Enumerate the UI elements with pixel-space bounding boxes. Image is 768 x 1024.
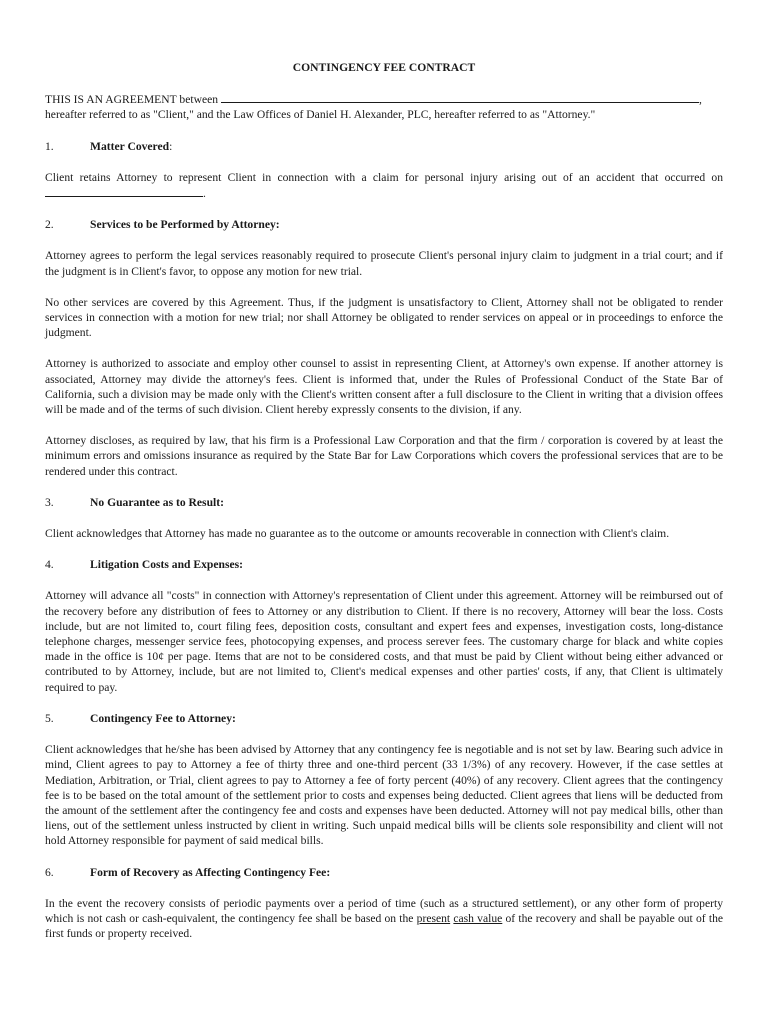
underlined-present: present bbox=[416, 911, 451, 925]
section-1-heading bbox=[45, 139, 723, 154]
section-5-heading bbox=[45, 711, 723, 726]
section-number: 3. bbox=[45, 495, 54, 509]
underlined-cash-value: cash value bbox=[453, 911, 503, 925]
paragraph-text-end: of the recovery and shall be payable out of the first funds or property received. bbox=[45, 911, 724, 941]
section-title: Services to be Performed by Attorney: bbox=[90, 218, 280, 232]
section-title: Form of Recovery as Affecting Contingency Fee: bbox=[90, 865, 331, 879]
section-1-paragraph bbox=[45, 170, 723, 201]
section-2-paragraph-2: No other services are covered by this Agreement. Thus, if the judgment is unsatisfactory to Client, Attorney shall not be obligated to render services in connection with a motion for new trial; nor shall Attorney be obligated to render services on appeal or in proceedings to enforce the judgment. bbox=[45, 295, 723, 340]
section-number: 4. bbox=[45, 558, 54, 572]
section-2-heading bbox=[45, 217, 723, 232]
section-4-paragraph: Attorney will advance all "costs" in connection with Attorney's representation of Client under this agreement. Attorney will be reimbursed out of the recovery before any distribution of fees to Attorney or any distribution to Client. If there is no recovery, Attorney will bear the loss. Costs include, but are not limited to, court filing fees, deposition costs, consultant and expert fees and expenses, investigation costs, long-distance telephone charges, messenger service fees, photocopying expenses, and process serever fees. The customary charge for black and white copies made in the office is 10¢ per page. Items that are not to be considered costs, and that must be paid by Client without being either advanced or contributed to by Attorney, include, but are not limited to, Client's medical expenses and other parties' costs, if any, that Client is ultimately required to pay. bbox=[45, 589, 723, 694]
intro-text: THIS IS AN AGREEMENT between bbox=[45, 93, 219, 107]
section-title: No Guarantee as to Result: bbox=[90, 495, 224, 509]
section-6-paragraph bbox=[45, 896, 723, 942]
section-number: 2. bbox=[45, 218, 54, 232]
section-title: Matter Covered bbox=[90, 139, 170, 153]
document-page bbox=[45, 60, 723, 957]
intro-line-1 bbox=[45, 91, 723, 107]
intro-line-2: hereafter referred to as "Client," and the Law Offices of Daniel H. Alexander, PLC, hereafter referred to as "Attorney." bbox=[45, 108, 596, 122]
section-number: 5. bbox=[45, 711, 54, 725]
section-6-heading bbox=[45, 865, 723, 880]
section-title: Contingency Fee to Attorney: bbox=[90, 711, 236, 725]
section-5-paragraph: Client acknowledges that he/she has been advised by Attorney that any contingency fee is negotiable and is not set by law. Bearing such advice in mind, Client agrees to pay to Attorney a fee of thirty three and one-third percent (33 1/3%) of any recovery. However, if the case settles at Mediation, Arbitration, or Trial, client agrees to pay to Attorney a fee of forty percent (40%) of any recovery. Client agrees that the contingency fee is to be based on the total amount of the settlement prior to costs and expenses being deducted. Client agrees that liens will be deducted from the amount of the settlement after the contingency fee and costs and expenses have been deducted. Attorney will not pay medical bills, other than liens, out of the settlement unless instructed by client in writing. Such unpaid medical bills will be clients sole responsibility and client will not hold Attorney responsible for payment of said medical bills. bbox=[45, 743, 723, 848]
accident-date-blank bbox=[45, 185, 203, 197]
section-number: 1. bbox=[45, 139, 54, 153]
section-3-heading bbox=[45, 495, 723, 510]
section-title: Litigation Costs and Expenses: bbox=[90, 558, 244, 572]
intro-comma: , bbox=[698, 93, 702, 107]
paragraph-text: In the event the recovery consists of periodic payments over a period of time (such as a structured settlement), or any other form of property which is not cash or cash-equivalent, the contingency fee shall be based on the bbox=[45, 896, 723, 925]
client-name-blank bbox=[221, 91, 699, 103]
section-2-paragraph-3: Attorney is authorized to associate and employ other counsel to assist in representing Client, at Attorney's own expense. If another attorney is associated, Attorney may divide the attorney's fees. Client is informed that, under the Rules of Professional Conduct of the State Bar of California, such a division may be made only with the Client's written consent after a full disclosure to the Client in writing that a division offees will be made and of the terms of such division. Client hereby expressly consents to the division, if any. bbox=[45, 357, 723, 417]
document-title: CONTINGENCY FEE CONTRACT bbox=[292, 61, 476, 74]
section-2-paragraph-4: Attorney discloses, as required by law, that his firm is a Professional Law Corporation and that the firm / corporation is covered by at least the minimum errors and omissions insurance as required by the State Bar for Law Corporations which covers the professional services that are to be rendered under this contract. bbox=[45, 434, 723, 478]
section-3-paragraph: Client acknowledges that Attorney has made no guarantee as to the outcome or amounts recoverable in connection with Client's claim. bbox=[45, 527, 670, 541]
section-4-heading bbox=[45, 557, 723, 572]
section-2-paragraph-1: Attorney agrees to perform the legal services reasonably required to prosecute Client's personal injury claim to judgment in a trial court; and if the judgment is in Client's favor, to oppose any motion for new trial. bbox=[45, 249, 723, 278]
section-colon: : bbox=[169, 139, 173, 153]
paragraph-period: . bbox=[203, 187, 206, 201]
paragraph-text: Client retains Attorney to represent Client in connection with a claim for personal injury arising out of an accident that occurred on bbox=[45, 170, 723, 184]
intro-paragraph bbox=[45, 91, 723, 122]
section-number: 6. bbox=[45, 865, 54, 879]
